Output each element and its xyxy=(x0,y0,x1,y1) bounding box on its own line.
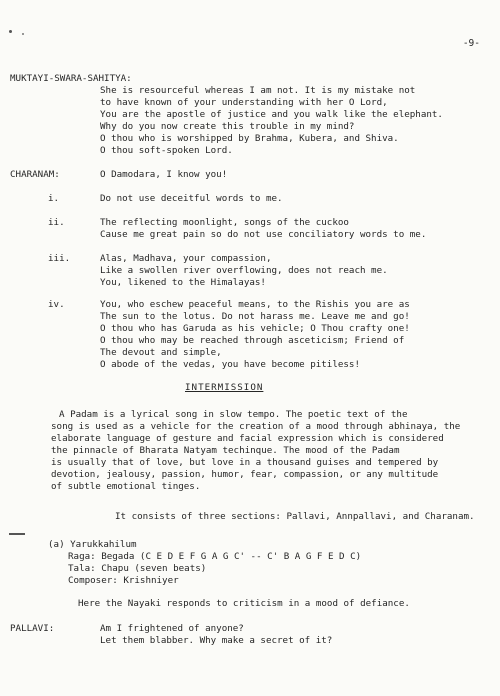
charanam-line: O Damodara, I know you! xyxy=(100,169,228,180)
muktayi-line: O thou who is worshipped by Brahma, Kubera, and Shiva. xyxy=(100,133,399,144)
paragraph-line: is usually that of love, but love in a thousand guises and tempered by xyxy=(51,457,439,468)
muktayi-line: Why do you now create this trouble in my mind? xyxy=(100,121,355,132)
margin-mark xyxy=(9,533,25,535)
scan-speck xyxy=(9,30,12,33)
paragraph-line: A Padam is a lyrical song in slow tempo. The poetic text of the xyxy=(59,409,408,420)
muktayi-line: She is resourceful whereas I am not. It is my mistake not xyxy=(100,85,416,96)
muktayi-line: O thou soft-spoken Lord. xyxy=(100,145,233,156)
paragraph-line: the pinnacle of Bharata Natyam techinque. The mood of the Padam xyxy=(51,445,400,456)
scan-speck xyxy=(22,33,24,35)
verse-number: iv. xyxy=(48,299,65,310)
pallavi-line: Let them blabber. Why make a secret of it? xyxy=(100,635,333,646)
paragraph-line: of subtle emotional tinges. xyxy=(51,481,201,492)
song-title: (a) Yarukkahilum xyxy=(48,539,137,550)
verse-line: Alas, Madhava, your compassion, xyxy=(100,253,272,264)
verse-line: O abode of the vedas, you have become pitiless! xyxy=(100,359,360,370)
charanam-label: CHARANAM: xyxy=(10,169,60,180)
page-number: -9- xyxy=(462,38,480,49)
verse-line: Like a swollen river overflowing, does not reach me. xyxy=(100,265,388,276)
muktayi-line: You are the apostle of justice and you walk like the elephant. xyxy=(100,109,443,120)
paragraph-line: song is used as a vehicle for the creation of a mood through abhinaya, the xyxy=(51,421,461,432)
sections-line: It consists of three sections: Pallavi, Annpallavi, and Charanam. xyxy=(115,511,475,522)
pallavi-line: Am I frightened of anyone? xyxy=(100,623,244,634)
verse-line: The devout and simple, xyxy=(100,347,222,358)
verse-line: O thou who may be reached through asceticism; Friend of xyxy=(100,335,405,346)
song-raga: Raga: Begada (C E D E F G A G C' -- C' B A G F E D C) xyxy=(68,551,362,562)
song-composer: Composer: Krishniyer xyxy=(68,575,179,586)
nayaki-line: Here the Nayaki responds to criticism in a mood of defiance. xyxy=(78,598,410,609)
verse-number: ii. xyxy=(48,217,65,228)
verse-number: iii. xyxy=(48,253,71,264)
paragraph-line: elaborate language of gesture and facial expression which is considered xyxy=(51,433,444,444)
verse-line: O thou who has Garuda as his vehicle; O Thou crafty one! xyxy=(100,323,410,334)
intermission-heading: INTERMISSION xyxy=(185,382,264,393)
paragraph-line: devotion, jealousy, passion, humor, fear, compassion, or any multitude xyxy=(51,469,439,480)
muktayi-label: MUKTAYI-SWARA-SAHITYA: xyxy=(10,73,132,84)
verse-line: You, who eschew peaceful means, to the Rishis you are as xyxy=(100,299,410,310)
pallavi-label: PALLAVI: xyxy=(10,623,55,634)
muktayi-line: to have known of your understanding with her O Lord, xyxy=(100,97,388,108)
verse-line: The sun to the lotus. Do not harass me. Leave me and go! xyxy=(100,311,410,322)
verse-number: i. xyxy=(48,193,60,204)
verse-line: You, likened to the Himalayas! xyxy=(100,277,266,288)
verse-line: Cause me great pain so do not use conciliatory words to me. xyxy=(100,229,427,240)
song-tala: Tala: Chapu (seven beats) xyxy=(68,563,207,574)
verse-line: Do not use deceitful words to me. xyxy=(100,193,283,204)
verse-line: The reflecting moonlight, songs of the cuckoo xyxy=(100,217,349,228)
